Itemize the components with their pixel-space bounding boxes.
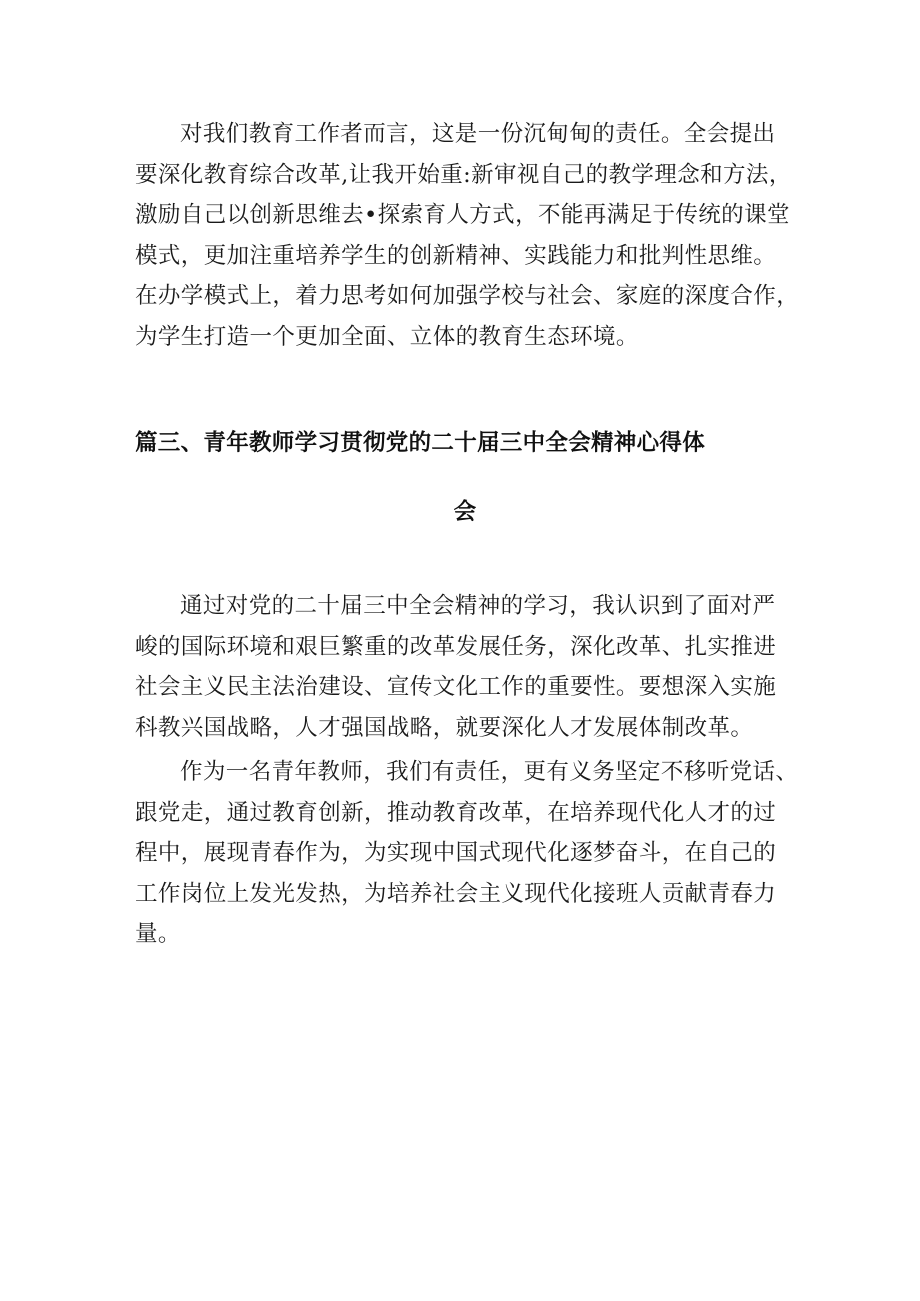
paragraph-body — [135, 586, 795, 748]
paragraph-line: 作为一名青年教师，我们有责任，更有义务坚定不移听党话、 — [180, 759, 799, 785]
paragraph-line: 程中，展现青春作为，为实现中国式现代化逐梦奋斗，在自己的 — [135, 840, 777, 866]
section-heading — [135, 428, 795, 527]
paragraph-body — [135, 114, 800, 357]
paragraph-line: 峻的国际环境和艰巨繁重的改革发展任务，深化改革、扎实推进 — [135, 633, 777, 660]
section-heading-line: 会 — [453, 499, 477, 525]
paragraph-line: 通过对党的二十届三中全会精神的学习，我认识到了面对严 — [180, 593, 776, 619]
paragraph-line: 跟党走，通过教育创新，推动教育改革，在培养现代化人才的过 — [135, 799, 777, 826]
paragraph-line: 科教兴国战略，人才强国战略，就要深化人才发展体制改革。 — [135, 714, 754, 741]
paragraph-line: 为学生打造一个更加全面、立体的教育生态环境。 — [135, 323, 639, 350]
section-heading-line: 篇三、青年教师学习贯彻党的二十届三中全会精神心得体 — [135, 430, 706, 456]
paragraph-line: 量。 — [135, 921, 181, 947]
paragraph-line: 模式，更加注重培养学生的创新精神、实践能力和批判性思维。 — [135, 242, 777, 269]
paragraph-body — [135, 752, 799, 955]
paragraph-young-teacher — [135, 752, 799, 955]
paragraph-line: 社会主义民主法治建设、宣传文化工作的重要性。要想深入实施 — [135, 674, 777, 700]
paragraph-line: 对我们教育工作者而言，这是一份沉甸甸的责任。全会提出 — [180, 121, 776, 147]
paragraph-line: 工作岗位上发光发热，为培养社会主义现代化接班人贡献青春力 — [135, 880, 777, 907]
paragraph-line: 在办学模式上，着力思考如何加强学校与社会、家庭的深度合作， — [135, 283, 800, 309]
paragraph-education-responsibility — [135, 114, 800, 357]
paragraph-line: 激励自己以创新思维去•探索育人方式，不能再满足于传统的课堂 — [135, 202, 790, 228]
paragraph-study-reflection — [135, 586, 795, 748]
paragraph-line: 要深化教育综合改革,让我开始重:新审视自己的教学理念和方法， — [135, 161, 792, 188]
